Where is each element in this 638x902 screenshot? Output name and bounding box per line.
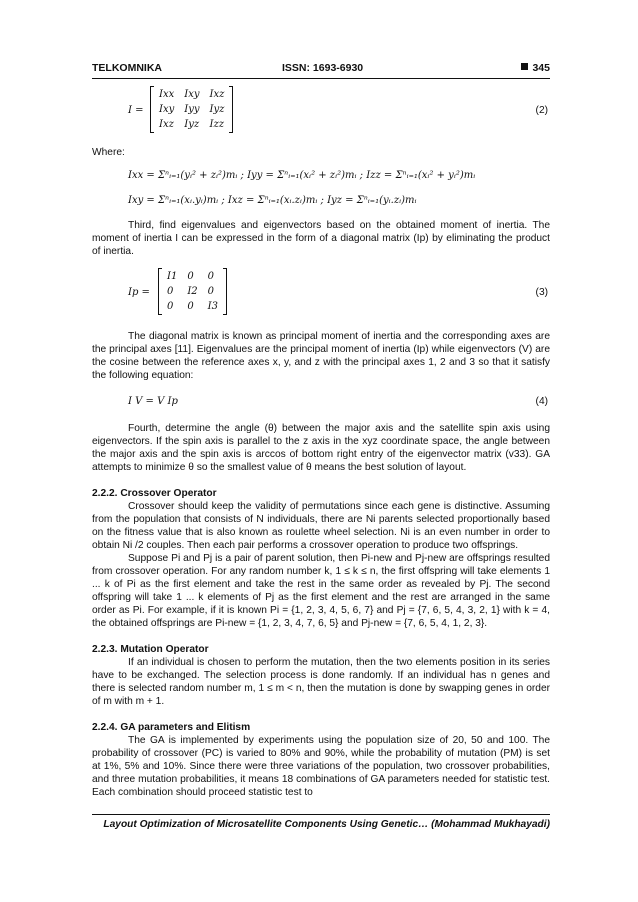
paragraph-crossover-2: Suppose Pi and Pj is a pair of parent solution, then Pi-new and Pj-new are offsprings resulted from crossover operation. For any random number k, 1 ≤ k ≤ n, the first offspring will take elements 1 ... k of Pi as the first element and take the rest in the same order as revealed by Pj. The second offspring will take 1 ... k elements of Pj as the first element and the rest are arranged in the same order as Pi. For example, if it is known Pi = {1, 2, 3, 4, 5, 6, 7} and Pj = {7, 6, 5, 4, 3, 2, 1} with k = 4, the obtained offsprings are Pi-new = {1, 2, 3, 4, 7, 6, 5} and Pj-new = {7, 6, 5, 4, 1, 2, 3}. (92, 553, 550, 629)
equation-4-number: (4) (535, 396, 548, 407)
section-heading-mutation: 2.2.3. Mutation Operator (92, 644, 209, 655)
equation-2-lhs: I = (128, 105, 144, 116)
equation-4 (92, 390, 550, 412)
paragraph-ga-parameters: The GA is implemented by experiments using the population size of 20, 50 and 100. The probability of crossover (PC) is varied to 80% and 90%, while the probability of mutation (PM) is set at 1%, 5% and 10%. Since there were three variations of the population, two crossover probabilities, and three mutation probabilities, it means 18 combinations of GA parameters needed for statistic test. Each combination should proceed statistic test to (92, 735, 550, 798)
matrix-cell: Iyy (184, 104, 200, 115)
matrix-cell: 0 (167, 286, 174, 297)
page-number: 345 (532, 62, 550, 74)
equation-2-number: (2) (535, 105, 548, 116)
matrix-cell: 0 (187, 271, 194, 282)
matrix-cell: I1 (167, 271, 178, 282)
where-label: Where: (92, 147, 125, 158)
matrix-cell: Iyz (209, 104, 225, 115)
matrix-cell: I2 (187, 286, 198, 297)
matrix-cell: Ixx (159, 89, 175, 100)
matrix-cell: Ixz (209, 89, 225, 100)
page-body (92, 86, 550, 799)
inertia-formula-line-2: Ixy = Σⁿᵢ₌₁(xᵢ.yᵢ)mᵢ ; Ixz = Σⁿᵢ₌₁(xᵢ.zᵢ)mᵢ ; Iyz = Σⁿᵢ₌₁(yᵢ.zᵢ)mᵢ (128, 195, 417, 206)
matrix-cell: 0 (187, 301, 194, 312)
diagonal-matrix (158, 268, 227, 315)
matrix-cell: Iyz (184, 119, 200, 130)
inertia-formula-line-1: Ixx = Σⁿᵢ₌₁(yᵢ² + zᵢ²)mᵢ ; Iyy = Σⁿᵢ₌₁(xᵢ² + zᵢ²)mᵢ ; Izz = Σⁿᵢ₌₁(xᵢ² + yᵢ²)mᵢ (128, 170, 476, 181)
matrix-cell: 0 (207, 286, 214, 297)
paragraph-third-step: Third, find eigenvalues and eigenvectors based on the obtained moment of inertia. The moment of inertia I can be expressed in the form of a diagonal matrix (Ip) by eliminating the product of inertia. (92, 220, 550, 257)
inertia-matrix (150, 86, 233, 133)
matrix-cell: 0 (167, 301, 174, 312)
matrix-cell: 0 (207, 271, 214, 282)
matrix-cell: Ixy (184, 89, 200, 100)
journal-name: TELKOMNIKA (92, 62, 162, 74)
running-header (92, 62, 550, 78)
footer-rule (92, 814, 550, 815)
equation-3-lhs: Ip = (128, 287, 150, 298)
square-bullet-icon (521, 63, 528, 70)
matrix-cell: Ixy (159, 104, 175, 115)
equation-3-number: (3) (535, 287, 548, 298)
matrix-cell: I3 (207, 301, 218, 312)
equation-3 (92, 268, 550, 320)
matrix-cell: Ixz (159, 119, 174, 130)
paragraph-mutation: If an individual is chosen to perform the mutation, then the two elements position in its series have to be exchanged. The selection process is done randomly. If an individual has n genes and there is selected random number m, 1 ≤ m < n, then the mutation is done by swapping genes in order of m with m + 1. (92, 657, 550, 707)
paragraph-diagonal-matrix: The diagonal matrix is known as principal moment of inertia and the corresponding axes are the principal axes [11]. Eigenvalues are the principal moment of inertia (Ip) while eigenvectors (V) are the cosine between the reference axes x, y, and z with the principal axes 1, 2 and 3 so that it satisfy the following equation: (92, 331, 550, 381)
section-heading-ga-parameters: 2.2.4. GA parameters and Elitism (92, 722, 251, 733)
issn: ISSN: 1693-6930 (282, 62, 364, 74)
paragraph-fourth-step: Fourth, determine the angle (θ) between the major axis and the satellite spin axis using eigenvectors. If the spin axis is parallel to the z axis in the xyz coordinate space, the angle between the major axis and the spin axis is arccos of bottom right entry of the eigenvector matrix (v33). GA attempts to minimize θ so the smallest value of θ means the best solution of layout. (92, 423, 550, 473)
running-footer: Layout Optimization of Microsatellite Components Using Genetic… (Mohammad Mukhayadi) (103, 819, 550, 830)
equation-4-expression: I V = V Ip (128, 396, 178, 407)
matrix-cell: Izz (209, 119, 224, 130)
header-rule (92, 78, 550, 79)
page-number-block (521, 62, 550, 74)
paragraph-crossover-1: Crossover should keep the validity of permutations since each gene is distinctive. Assuming from the population that consists of N individuals, there are Ni parents selected proportionally based on the fitness value that is also known as roulette wheel selection. Ni is an even number in order to obtain Ni /2 couples. Then each pair performs a crossover operation to produce two offsprings. (92, 501, 550, 551)
equation-2 (92, 86, 550, 138)
section-heading-crossover: 2.2.2. Crossover Operator (92, 488, 217, 499)
